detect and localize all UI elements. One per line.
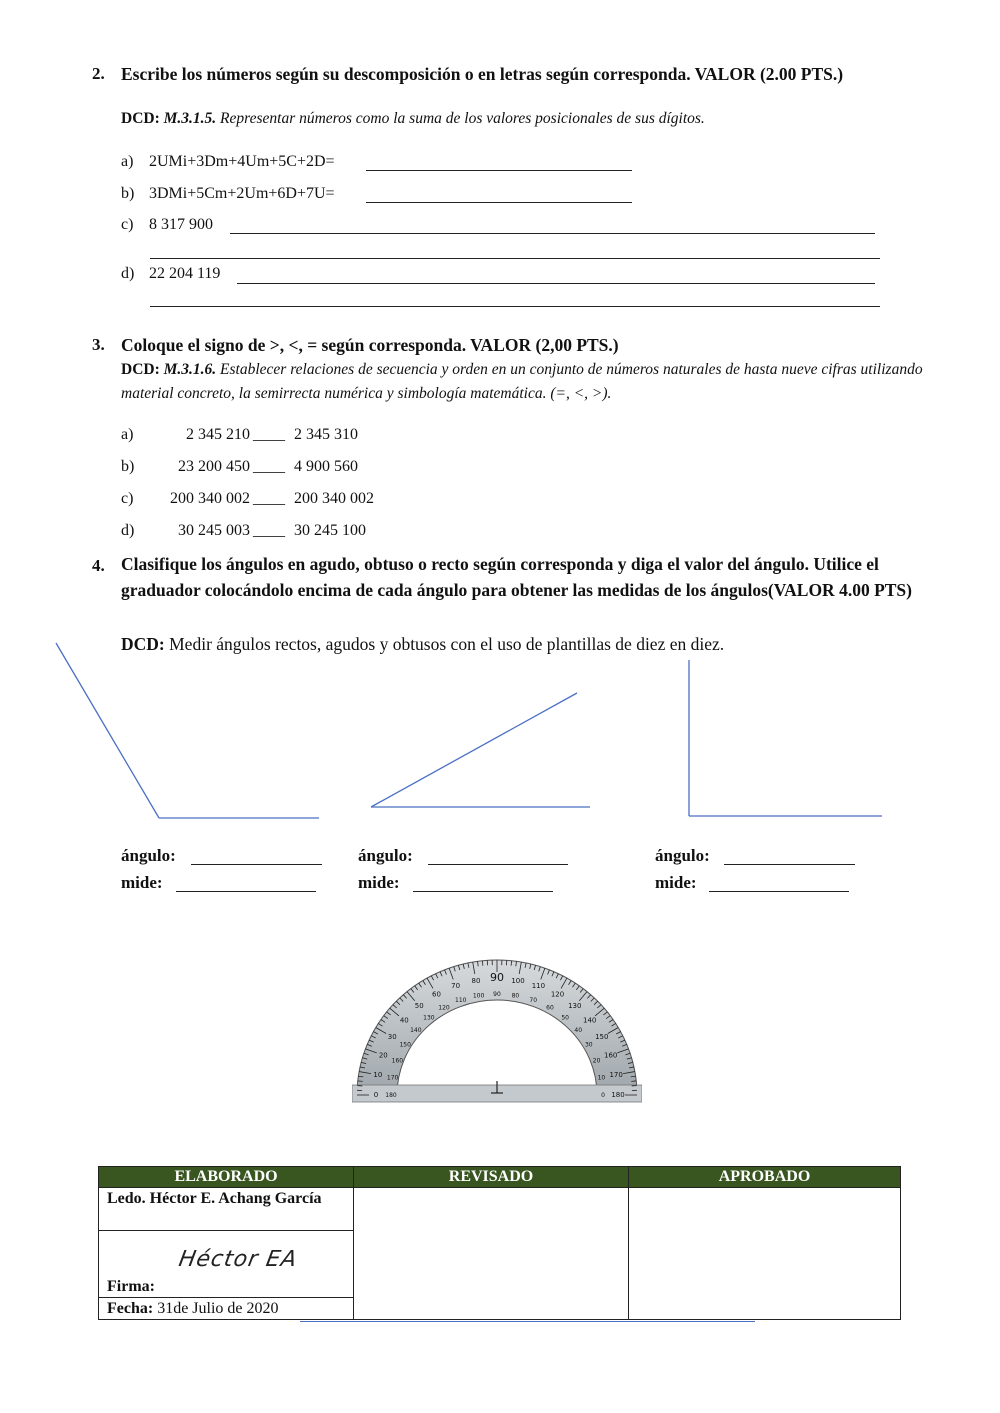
angle-1-measure-label: mide: bbox=[121, 873, 163, 892]
q2-item-a: a) 2UMi+3Dm+4Um+5C+2D= bbox=[121, 153, 335, 170]
q3-item-c-right: 200 340 002 bbox=[294, 490, 374, 507]
angle-1-measure-line[interactable] bbox=[176, 891, 316, 892]
q3-item-d-left: 30 245 003 bbox=[178, 522, 250, 539]
q3-item-b: b) bbox=[121, 458, 135, 475]
protractor-tick bbox=[631, 1081, 636, 1082]
header-revisado: REVISADO bbox=[354, 1167, 629, 1188]
acute-angle bbox=[371, 693, 590, 807]
angle-2-measure-line[interactable] bbox=[413, 891, 553, 892]
q2-answer-line-d2[interactable] bbox=[150, 306, 880, 307]
q2-answer-line-d1[interactable] bbox=[237, 283, 875, 284]
q2-item-b: b) 3DMi+5Cm+2Um+6D+7U= bbox=[121, 185, 335, 202]
signature-handwriting: Héctor EA bbox=[176, 1247, 300, 1272]
fecha-cell bbox=[99, 1298, 354, 1320]
protractor-inner-label: 10 bbox=[597, 1074, 606, 1082]
obtuse-angle bbox=[56, 643, 319, 818]
angle-3-label: ángulo: bbox=[655, 846, 710, 865]
protractor-outer-label: 100 bbox=[511, 976, 525, 985]
q3-item-c-blank[interactable]: ____ bbox=[253, 490, 285, 507]
protractor-tick bbox=[358, 1081, 363, 1082]
angle-2-label: ángulo: bbox=[358, 846, 413, 865]
protractor-outer-label: 50 bbox=[414, 1002, 424, 1011]
protractor-inner-label: 0 bbox=[601, 1092, 605, 1099]
protractor-inner-label: 90 bbox=[493, 991, 501, 998]
protractor-outer-label: 170 bbox=[609, 1070, 623, 1079]
q3-item-a-right: 2 345 310 bbox=[294, 426, 358, 443]
protractor-outer-label: 150 bbox=[595, 1033, 609, 1041]
header-aprobado: APROBADO bbox=[629, 1167, 901, 1188]
protractor-outer-label: 120 bbox=[550, 990, 565, 999]
author-cell bbox=[99, 1188, 354, 1231]
protractor-inner-label: 160 bbox=[391, 1057, 404, 1065]
signature-table bbox=[98, 1166, 901, 1320]
protractor-inner-label: 110 bbox=[455, 997, 467, 1005]
q4-statement: Clasifique los ángulos en agudo, obtuso o recto según corresponda y diga el valor del ángulo. Utilice el graduador colocándolo encima de cada ángulo para obtener las medidas de los ángulos(VALOR 4.00 PTS) bbox=[121, 554, 912, 600]
q3-item-c-left: 200 340 002 bbox=[170, 490, 250, 507]
q3-statement: Coloque el signo de >, <, = según corresponda. VALOR (2,00 PTS.) bbox=[121, 335, 619, 355]
protractor-outer-label: 140 bbox=[583, 1016, 597, 1025]
q2-answer-line-a[interactable] bbox=[366, 170, 632, 171]
q4-dcd-label: DCD: bbox=[121, 634, 165, 654]
q2-answer-line-c1[interactable] bbox=[230, 233, 875, 234]
q2-item-d: d) 22 204 119 bbox=[121, 265, 221, 282]
protractor-tick bbox=[511, 961, 512, 966]
q3-item-c: c) bbox=[121, 490, 134, 507]
footer-rule bbox=[300, 1321, 755, 1322]
protractor-inner-label: 170 bbox=[386, 1074, 399, 1082]
header-elaborado: ELABORADO bbox=[99, 1167, 354, 1188]
q3-item-b-left: 23 200 450 bbox=[178, 458, 250, 475]
q3-dcd-code: M.3.1.6. bbox=[163, 361, 217, 378]
q2-statement: Escribe los números según su descomposición o en letras según corresponda. VALOR (2.00 PTS.) bbox=[121, 64, 844, 84]
q2-item-c: c) 8 317 900 bbox=[121, 216, 213, 233]
protractor-outer-label: 180 bbox=[611, 1091, 625, 1099]
protractor-inner-label: 40 bbox=[574, 1027, 583, 1035]
protractor-outer-label: 20 bbox=[378, 1051, 388, 1060]
q2-answer-line-c2[interactable] bbox=[150, 258, 880, 259]
angles-figure bbox=[0, 630, 1000, 830]
q2-dcd bbox=[121, 107, 941, 131]
q3-item-a-left: 2 345 210 bbox=[186, 426, 250, 443]
protractor-outer-label: 0 bbox=[373, 1091, 379, 1099]
protractor-inner-label: 30 bbox=[584, 1041, 593, 1049]
protractor-inner-label: 80 bbox=[511, 992, 520, 1000]
q3-number: 3. bbox=[92, 335, 105, 354]
q4-dcd-text: Medir ángulos rectos, agudos y obtusos con el uso de plantillas de diez en diez. bbox=[169, 634, 725, 654]
protractor-inner-label: 100 bbox=[472, 992, 485, 1000]
protractor-inner-label: 50 bbox=[561, 1014, 569, 1022]
aprobado-cell[interactable] bbox=[629, 1188, 901, 1320]
protractor-inner-label: 20 bbox=[592, 1057, 601, 1065]
protractor-outer-label: 130 bbox=[568, 1002, 582, 1011]
q3-dcd bbox=[121, 358, 946, 406]
protractor-outer-label: 40 bbox=[399, 1016, 409, 1025]
q3-dcd-label: DCD: bbox=[121, 361, 160, 378]
angle-1-label: ángulo: bbox=[121, 846, 176, 865]
revisado-cell[interactable] bbox=[354, 1188, 629, 1320]
q2-dcd-text: Representar números como la suma de los valores posicionales de sus dígitos. bbox=[220, 110, 705, 127]
q3-item-d-right: 30 245 100 bbox=[294, 522, 366, 539]
firma-label: Firma: bbox=[107, 1278, 155, 1295]
q3-item-d-blank[interactable]: ____ bbox=[253, 522, 285, 539]
protractor-inner-label: 130 bbox=[423, 1014, 435, 1022]
protractor-outer-label: 30 bbox=[387, 1033, 397, 1041]
author-name: Ledo. Héctor E. Achang García bbox=[107, 1190, 322, 1207]
q3-item-b-right: 4 900 560 bbox=[294, 458, 358, 475]
protractor-outer-label: 90 bbox=[490, 971, 504, 984]
protractor-outer-label: 10 bbox=[373, 1070, 383, 1079]
protractor-inner-label: 180 bbox=[385, 1092, 397, 1099]
q2-dcd-label: DCD: bbox=[121, 110, 160, 127]
fecha-label: Fecha: bbox=[107, 1300, 154, 1317]
fecha-value: 31de Julio de 2020 bbox=[157, 1300, 279, 1317]
q3-item-a-blank[interactable]: ____ bbox=[253, 426, 285, 443]
angle-1-answer-line[interactable] bbox=[191, 864, 322, 865]
firma-cell bbox=[99, 1231, 354, 1298]
angle-3-answer-line[interactable] bbox=[724, 864, 855, 865]
protractor-inner-label: 120 bbox=[438, 1004, 450, 1012]
protractor-inner-label: 150 bbox=[399, 1041, 411, 1049]
protractor-tick bbox=[482, 961, 483, 966]
angle-3-measure-line[interactable] bbox=[709, 891, 849, 892]
protractor-inner-label: 60 bbox=[546, 1004, 554, 1012]
protractor-outer-label: 70 bbox=[451, 981, 461, 990]
protractor-outer-label: 160 bbox=[604, 1051, 618, 1060]
protractor-outer-label: 110 bbox=[531, 981, 546, 990]
protractor-image bbox=[352, 955, 642, 1105]
angle-2-answer-line[interactable] bbox=[428, 864, 568, 865]
q3-item-a: a) bbox=[121, 426, 134, 443]
protractor-outer-label: 60 bbox=[432, 990, 441, 999]
q2-dcd-code: M.3.1.5. bbox=[163, 110, 217, 127]
q3-item-d: d) bbox=[121, 522, 135, 539]
q2-answer-line-b[interactable] bbox=[366, 202, 632, 203]
q3-item-b-blank[interactable]: ____ bbox=[253, 458, 285, 475]
angle-2-measure-label: mide: bbox=[358, 873, 400, 892]
right-angle bbox=[689, 660, 882, 816]
protractor-outer-label: 80 bbox=[471, 976, 481, 985]
protractor-inner-label: 140 bbox=[410, 1027, 422, 1035]
q3-dcd-text: Establecer relaciones de secuencia y orden en un conjunto de números naturales de hasta nueve cifras utilizando material concreto, la semirrecta numérica y simbología matemática. (=, <, >). bbox=[121, 361, 923, 402]
q4-number: 4. bbox=[92, 556, 105, 575]
angle-3-measure-label: mide: bbox=[655, 873, 697, 892]
q2-number: 2. bbox=[92, 64, 105, 83]
protractor-inner-label: 70 bbox=[529, 997, 538, 1005]
